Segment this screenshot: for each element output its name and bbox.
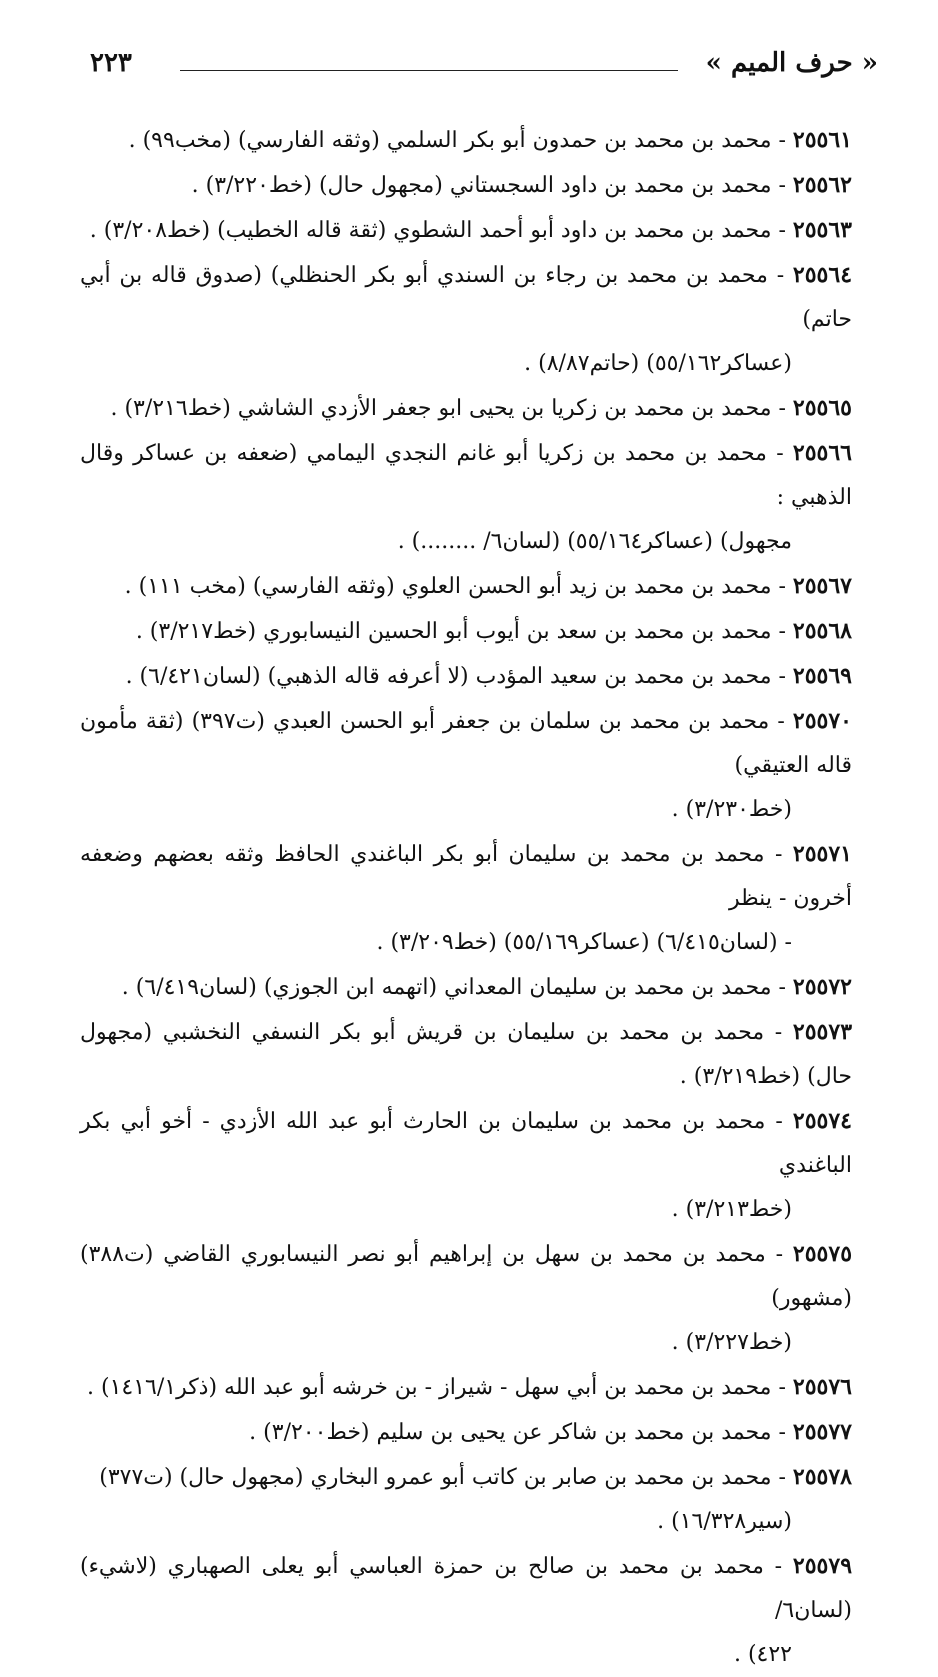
entry <box>80 1010 852 1099</box>
entry-continuation: (خط٣/٢١٣) . <box>671 1197 792 1222</box>
entry-number: ٢٥٥٦٧ <box>792 573 852 599</box>
entry-number: ٢٥٥٧٥ <box>792 1241 853 1267</box>
entry-number: ٢٥٥٧٤ <box>792 1108 852 1134</box>
entry-text: محمد بن محمد بن زكريا أبو غانم النجدي اليمامي (ضعفه بن عساكر وقال الذهبي : <box>80 441 852 510</box>
entry <box>80 1365 852 1410</box>
entry-number: ٢٥٥٦١ <box>792 127 852 153</box>
entry-text: محمد بن محمد بن صابر بن كاتب أبو عمرو البخاري (مجهول حال) (ت٣٧٧) <box>99 1465 772 1490</box>
entry-number: ٢٥٥٧٨ <box>792 1464 852 1490</box>
entry-separator: - <box>763 1554 793 1579</box>
entry-number: ٢٥٥٦٥ <box>792 395 852 421</box>
entry-separator: - <box>771 396 793 421</box>
entry-number: ٢٥٥٦٤ <box>792 262 853 288</box>
entries-list <box>80 118 852 1677</box>
entry-number: ٢٥٥٧٢ <box>792 974 852 1000</box>
entry-number: ٢٥٥٦٩ <box>792 663 852 689</box>
entry-text: محمد بن محمد بن سعيد المؤدب (لا أعرفه قاله الذهبي) (لسان٦/٤٢١) . <box>125 664 772 689</box>
entry-number: ٢٥٥٧٣ <box>792 1019 853 1045</box>
entry-separator: - <box>771 128 793 153</box>
header-rule <box>180 70 678 71</box>
entry-text: محمد بن محمد بن سهل بن إبراهيم أبو نصر النيسابوري القاضي (ت٣٨٨) (مشهور) <box>80 1242 852 1311</box>
entry <box>80 118 852 163</box>
entry-separator: - <box>771 574 793 599</box>
entry <box>80 1232 852 1365</box>
entry-number: ٢٥٥٦٨ <box>792 618 852 644</box>
page-header <box>90 48 878 92</box>
entry <box>80 564 852 609</box>
entry-text: محمد بن محمد بن سعد بن أيوب أبو الحسين النيسابوري (خط٣/٢١٧) . <box>135 619 772 644</box>
entry-separator: - <box>771 218 793 243</box>
entry-text: محمد بن محمد بن رجاء بن السندي أبو بكر الحنظلي) (صدوق قاله بن أبي حاتم) <box>80 263 852 332</box>
entry-continuation: مجهول) (عساكر٥٥/١٦٤) (لسان٦/ ........) . <box>397 529 792 554</box>
entry-number: ٢٥٥٧٠ <box>792 708 852 734</box>
entry-text: محمد بن محمد بن داود السجستاني (مجهول حال) (خط٣/٢٢٠) . <box>191 173 772 198</box>
entry <box>80 965 852 1010</box>
entry-text: محمد بن محمد بن سليمان بن قريش أبو بكر النسفي النخشبي (مجهول حال) (خط٣/٢١٩) . <box>80 1020 852 1089</box>
entry-continuation: - (لسان٦/٤١٥) (عساكر٥٥/١٦٩) (خط٣/٢٠٩) . <box>376 930 792 955</box>
entry-separator: - <box>771 619 793 644</box>
entry-separator: - <box>769 709 793 734</box>
entry <box>80 609 852 654</box>
entry-continuation: (خط٣/٢٢٧) . <box>671 1330 792 1355</box>
entry-text: محمد بن محمد بن أبي سهل - شيراز - بن خرشه أبو عبد الله (ذكر١٤١٦/١) . <box>86 1375 772 1400</box>
entry-text: محمد بن محمد بن سليمان المعداني (اتهمه ابن الجوزي) (لسان٦/٤١٩) . <box>121 975 772 1000</box>
entry <box>80 1099 852 1232</box>
entry <box>80 699 852 832</box>
entry <box>80 208 852 253</box>
entry-number: ٢٥٥٦٣ <box>792 217 852 243</box>
entry-text: محمد بن محمد بن سليمان بن الحارث أبو عبد الله الأزدي - أخو أبي بكر الباغندي <box>80 1109 852 1178</box>
entry-separator: - <box>765 1109 793 1134</box>
entry-separator: - <box>771 1420 793 1445</box>
entry-separator: - <box>771 1375 793 1400</box>
entry-text: محمد بن محمد بن سلمان بن جعفر أبو الحسن العبدي (ت٣٩٧) (ثقة مأمون قاله العتيقي) <box>80 709 852 778</box>
entry-text: محمد بن محمد بن شاكر عن يحيى بن سليم (خط٣/٢٠٠) . <box>249 1420 772 1445</box>
entry-continuation: (خط٣/٢٣٠) . <box>671 797 792 822</box>
entry-separator: - <box>765 1242 793 1267</box>
entry-separator: - <box>771 173 793 198</box>
entry <box>80 832 852 965</box>
page-number: ٢٢٣ <box>90 48 132 78</box>
entry <box>80 1455 852 1544</box>
entry <box>80 253 852 386</box>
entry-continuation: ٤٢٢) . <box>733 1642 792 1667</box>
entry-separator: - <box>771 975 793 1000</box>
entry-text: محمد بن محمد بن داود أبو أحمد الشطوي (ثقة قاله الخطيب) (خط٣/٢٠٨) . <box>89 218 772 243</box>
entry <box>80 163 852 208</box>
entry-text: محمد بن محمد بن زيد أبو الحسن العلوي (وثقه الفارسي) (مخب ١١١) . <box>124 574 772 599</box>
entry <box>80 654 852 699</box>
entry-text: محمد بن محمد بن زكريا بن يحيى ابو جعفر الأزدي الشاشي (خط٣/٢١٦) . <box>110 396 772 421</box>
entry-continuation: (عساكر٥٥/١٦٢) (حاتم٨/٨٧) . <box>524 351 792 376</box>
entry <box>80 431 852 564</box>
entry-text: محمد بن محمد بن سليمان أبو بكر الباغندي الحافظ وثقه بعضهم وضعفه أخرون - ينظر <box>80 842 852 911</box>
entry <box>80 1410 852 1455</box>
entry-number: ٢٥٥٧١ <box>792 841 852 867</box>
entry-separator: - <box>766 441 793 466</box>
entry-separator: - <box>771 664 793 689</box>
entry-number: ٢٥٥٦٢ <box>792 172 852 198</box>
chapter-title: « حرف الميم » <box>705 48 878 78</box>
entry-number: ٢٥٥٧٩ <box>792 1553 853 1579</box>
entry-separator: - <box>764 842 793 867</box>
entry-number: ٢٥٥٧٦ <box>792 1374 852 1400</box>
entry-text: محمد بن محمد بن صالح بن حمزة العباسي أبو يعلى الصهباري (لاشيء) (لسان٦/ <box>80 1554 852 1623</box>
entry-separator: - <box>764 1020 793 1045</box>
entry-number: ٢٥٥٦٦ <box>792 440 852 466</box>
entry-text: محمد بن محمد بن حمدون أبو بكر السلمي (وثقه الفارسي) (مخب٩٩) . <box>128 128 772 153</box>
entry <box>80 1544 852 1677</box>
entry-separator: - <box>767 263 793 288</box>
entry <box>80 386 852 431</box>
entry-separator: - <box>771 1465 793 1490</box>
entry-number: ٢٥٥٧٧ <box>792 1419 852 1445</box>
entry-continuation: (سير١٦/٣٢٨) . <box>657 1509 792 1534</box>
